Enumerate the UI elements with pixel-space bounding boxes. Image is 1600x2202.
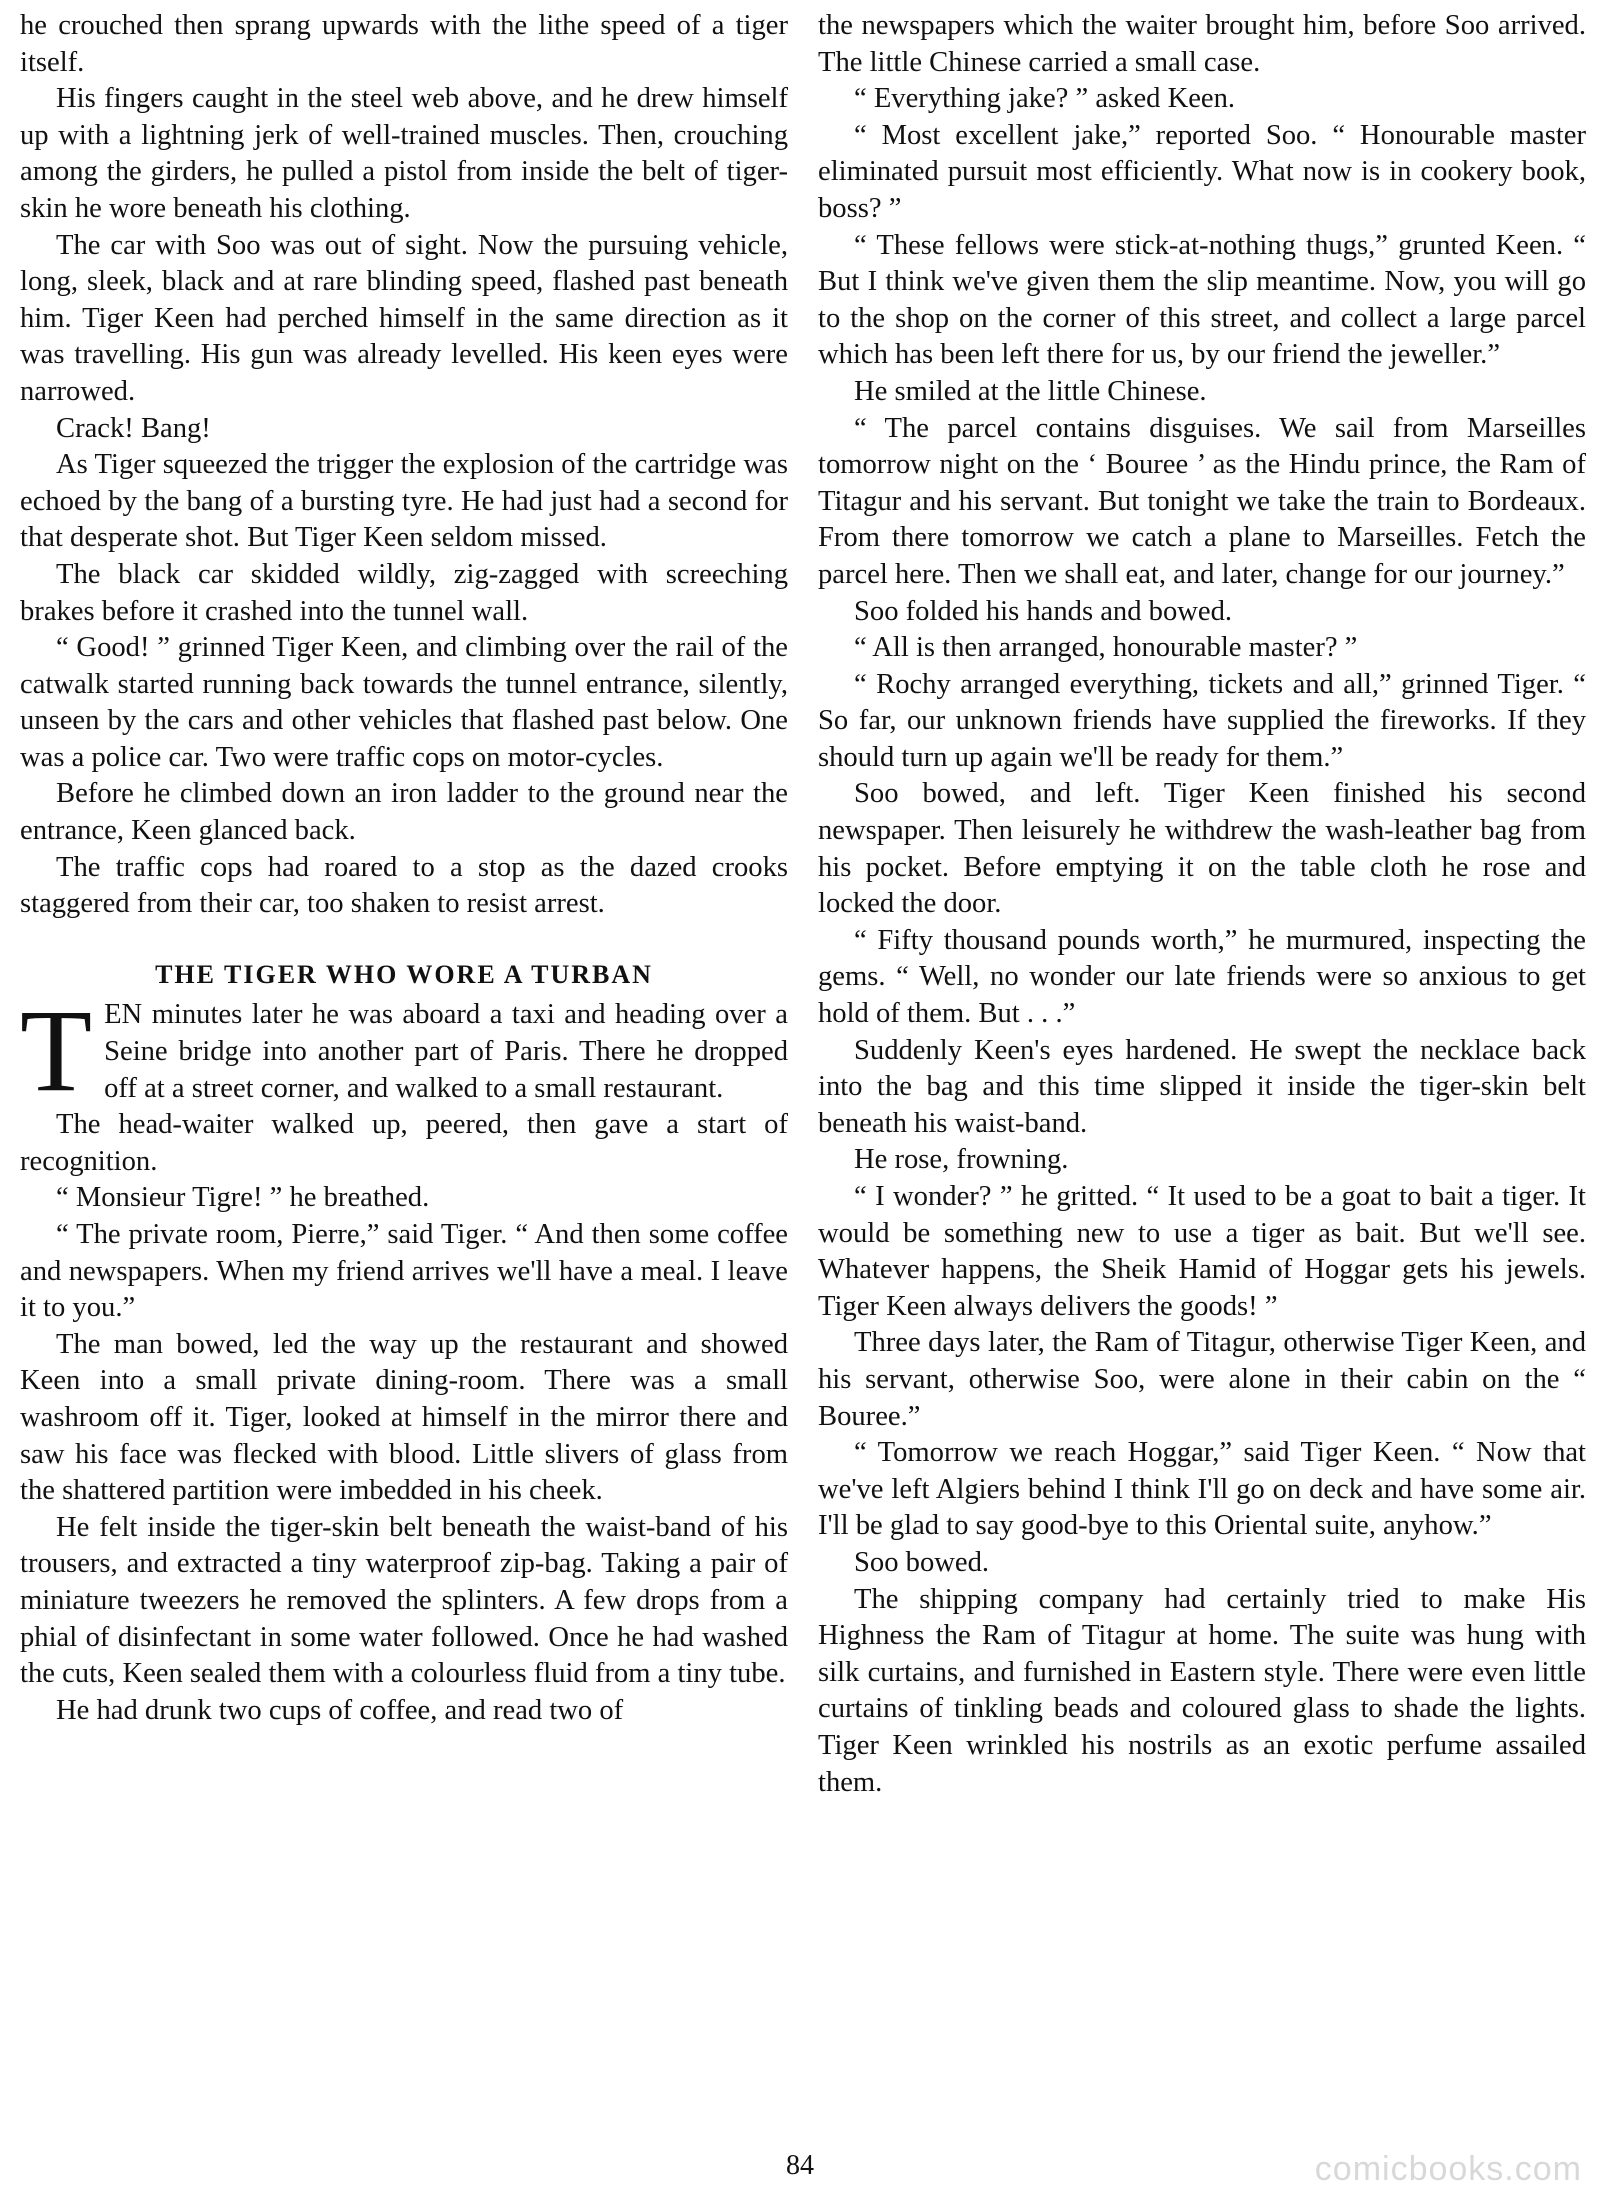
paragraph: “ All is then arranged, honourable master? ” (854, 632, 1358, 664)
paragraph: Soo bowed, and left. Tiger Keen finished his second newspaper. Then leisurely he withdrew the wash-leather bag from his pocket. Before emptying it on the table cloth he rose and locked the door. (818, 778, 1586, 920)
paragraph: “ I wonder? ” he gritted. “ It used to be a goat to bait a tiger. It would be something new to use a tiger as bait. But we'll see. Whatever happens, the Sheik Hamid of Hoggar gets his jewels. Tiger Keen always delivers the goods! ” (818, 1181, 1586, 1322)
paragraph: “ Most excellent jake,” reported Soo. “ Honourable master eliminated pursuit most efficiently. What now is in cookery book, boss? ” (818, 119, 1586, 224)
paragraph: “ The parcel contains disguises. We sail from Marseilles tomorrow night on the ‘ Bouree ’ as the Hindu prince, the Ram of Titagur and his servant. But tonight we take the train to Bordeaux. From there tomorrow we catch a plane to Marseilles. Fetch the parcel here. Then we shall eat, and later, change for our journey.” (818, 412, 1586, 590)
paragraph: “ These fellows were stick-at-nothing thugs,” grunted Keen. “ But I think we've given them the slip meantime. Now, you will go to the shop on the corner of this street, and collect a large parcel which has been left there for us, by our friend the jeweller.” (818, 229, 1586, 371)
dropcap-paragraph-text: EN minutes later he was aboard a taxi and heading over a Seine bridge into another part of Paris. There he dropped off at a street corner, and walked to a small restaurant. (104, 999, 788, 1104)
paragraph: “ Everything jake? ” asked Keen. (854, 83, 1236, 115)
paragraph: “ Rochy arranged everything, tickets and all,” grinned Tiger. “ So far, our unknown friends have supplied the fireworks. If they should turn up again we'll be ready for them.” (818, 668, 1586, 773)
paragraph: the newspapers which the waiter brought him, before Soo arrived. The little Chinese carried a small case. (818, 10, 1586, 78)
paragraph: The man bowed, led the way up the restaurant and showed Keen into a small private dining-room. There was a small washroom off it. Tiger, looked at himself in the mirror there and saw his face was flecked with blood. Little slivers of glass from the shattered partition were imbedded in his cheek. (20, 1328, 788, 1507)
paragraph: He rose, frowning. (854, 1144, 1069, 1176)
watermark: comicbooks.com (1314, 2150, 1582, 2188)
paragraph: “ The private room, Pierre,” said Tiger. “ And then some coffee and newspapers. When my friend arrives we'll have a meal. I leave it to you.” (20, 1219, 788, 1324)
paragraph: Soo bowed. (854, 1546, 990, 1578)
paragraph: The traffic cops had roared to a stop as the dazed crooks staggered from their car, too shaken to resist arrest. (20, 851, 788, 920)
paragraph: As Tiger squeezed the trigger the explosion of the cartridge was echoed by the bang of a bursting tyre. He had just had a second for that desperate shot. But Tiger Keen seldom missed. (20, 449, 788, 554)
right-column (818, 8, 1586, 1801)
paragraph: “ Fifty thousand pounds worth,” he murmured, inspecting the gems. “ Well, no wonder our late friends were so anxious to get hold of them. But . . .” (818, 924, 1586, 1030)
paragraph: “ Monsieur Tigre! ” he breathed. (56, 1182, 430, 1214)
paragraph: The black car skidded wildly, zig-zagged with screeching brakes before it crashed into the tunnel wall. (20, 558, 788, 627)
paragraph: The head-waiter walked up, peered, then gave a start of recognition. (20, 1109, 788, 1177)
section-heading: THE TIGER WHO WORE A TURBAN (155, 959, 653, 989)
paragraph: Three days later, the Ram of Titagur, otherwise Tiger Keen, and his servant, otherwise Soo, were alone in their cabin on the “ Bouree.” (818, 1327, 1586, 1432)
paragraph: Before he climbed down an iron ladder to the ground near the entrance, Keen glanced back. (20, 778, 788, 847)
paragraph: He had drunk two cups of coffee, and read two of (56, 1694, 624, 1726)
paragraph: Suddenly Keen's eyes hardened. He swept the necklace back into the bag and this time slipped it inside the tiger-skin belt beneath his waist-band. (818, 1034, 1586, 1139)
paragraph: Soo folded his hands and bowed. (854, 595, 1233, 627)
paragraph: He smiled at the little Chinese. (854, 375, 1207, 407)
paragraph: he crouched then sprang upwards with the lithe speed of a tiger itself. (20, 10, 788, 78)
dropcap-paragraph (20, 985, 788, 1117)
paragraph: He felt inside the tiger-skin belt beneath the waist-band of his trousers, and extracted a tiny waterproof zip-bag. Taking a pair of miniature tweezers he removed the splinters. A few drops from a phial of disinfectant in some water followed. Once he had washed the cuts, Keen sealed them with a colourless fluid from a tiny tube. (20, 1511, 788, 1690)
paragraph: The shipping company had certainly tried to make His Highness the Ram of Titagur at home. The suite was hung with silk curtains, and furnished in Eastern style. There were even little curtains of tinkling beads and coloured glass to shade the lights. Tiger Keen wrinkled his nostrils as an exotic perfume assailed them. (818, 1583, 1586, 1798)
left-column (20, 8, 788, 1729)
paragraph: “ Good! ” grinned Tiger Keen, and climbing over the rail of the catwalk started running back towards the tunnel entrance, silently, unseen by the cars and other vehicles that flashed past below. One was a police car. Two were traffic cops on motor-cycles. (20, 632, 788, 773)
paragraph: The car with Soo was out of sight. Now the pursuing vehicle, long, sleek, black and at rare blinding speed, flashed past beneath him. Tiger Keen had perched himself in the same direction as it was travelling. His gun was already levelled. His keen eyes were narrowed. (20, 229, 788, 407)
paragraph: His fingers caught in the steel web above, and he drew himself up with a lightning jerk of well-trained muscles. Then, crouching among the girders, he pulled a pistol from inside the belt of tiger-skin he wore beneath his clothing. (20, 83, 788, 224)
page-number: 84 (786, 2150, 814, 2181)
paragraph: “ Tomorrow we reach Hoggar,” said Tiger Keen. “ Now that we've left Algiers behind I think I'll go on deck and have some air. I'll be glad to say good-bye to this Oriental suite, anyhow.” (818, 1437, 1586, 1542)
drop-cap: T (20, 985, 93, 1117)
paragraph: Crack! Bang! (56, 412, 211, 444)
